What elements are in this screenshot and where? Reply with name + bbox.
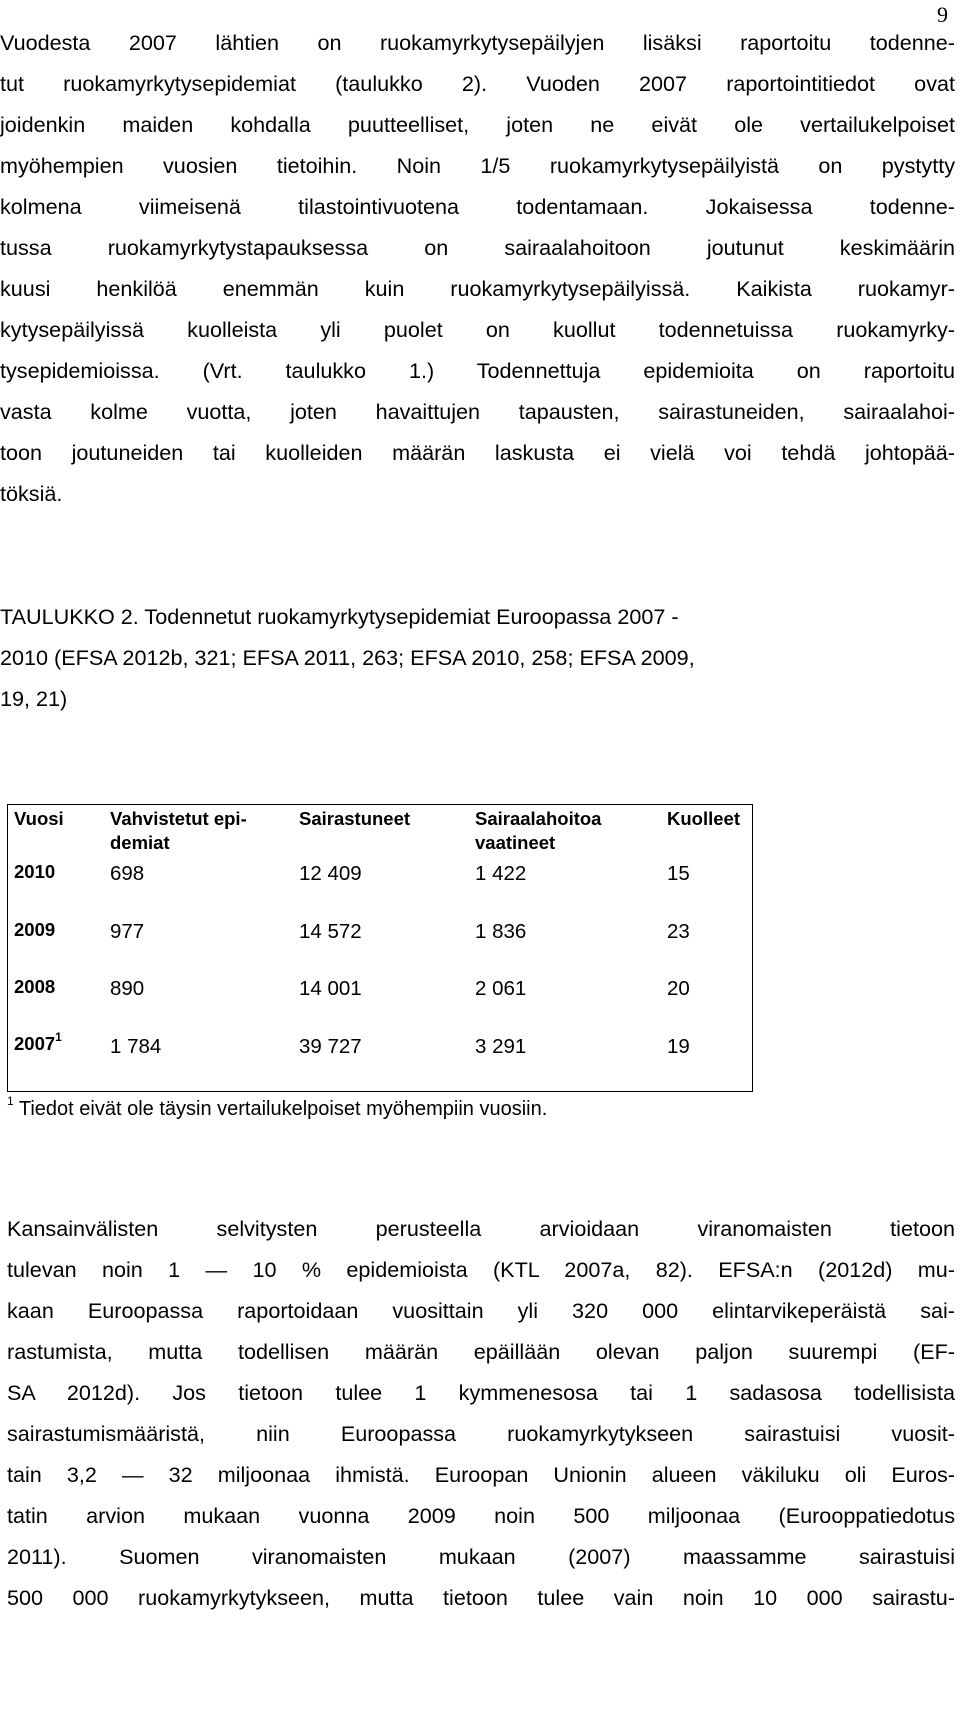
header-hospitalised-line: vaatineet [475,832,556,853]
row-confirmed: 1 784 [110,1035,162,1058]
row-confirmed: 698 [110,862,145,885]
text-line: vasta kolme vuotta, joten havaittujen tapausten, sairastuneiden, sairaalahoi- [0,399,955,424]
text-line: töksiä. [0,481,63,506]
header-hospitalised [475,807,601,855]
text-line: tussa ruokamyrkytystapauksessa on sairaalahoitoon joutunut keskimäärin [0,235,955,260]
row-hospitalised: 2 061 [475,977,527,1000]
row-year-value: 2007 [14,1033,56,1054]
text-line: kytysepäilyissä kuolleista yli puolet on kuollut todennetuissa ruokamyrky- [0,317,955,342]
footnote-text: Tiedot eivät ole täysin vertailukelpoiset myöhempiin vuosiin. [13,1098,548,1120]
header-ill: Sairastuneet [299,808,411,829]
row-year: 2010 [14,861,56,882]
row-confirmed: 890 [110,977,145,1000]
text-line: toon joutuneiden tai kuolleiden määrän laskusta ei vielä voi tehdä johtopää- [0,440,955,465]
text-line: tysepidemioissa. (Vrt. taulukko 1.) Todennettuja epidemioita on raportoitu [0,358,955,383]
row-ill: 39 727 [299,1035,362,1058]
row-year [14,1029,62,1055]
row-dead: 19 [667,1035,690,1058]
table-rule [7,1091,753,1092]
row-dead: 20 [667,977,690,1000]
text-line: kuusi henkilöä enemmän kuin ruokamyrkytysepäilyissä. Kaikista ruokamyr- [0,276,955,301]
text-line: 500 000 ruokamyrkytykseen, mutta tietoon tulee vain noin 10 000 sairastu- [7,1585,955,1610]
footnote-marker: 1 [55,1029,62,1044]
footnote-marker: 1 [7,1094,14,1109]
text-line: kolmena viimeisenä tilastointivuotena todentamaan. Jokaisessa todenne- [0,194,955,219]
row-hospitalised: 1 422 [475,862,527,885]
text-line: joidenkin maiden kohdalla puutteelliset, joten ne eivät ole vertailukelpoiset [0,112,955,137]
caption-line: 2010 (EFSA 2012b, 321; EFSA 2011, 263; EFSA 2010, 258; EFSA 2009, [0,645,695,670]
table-rule [7,804,8,1092]
row-hospitalised: 3 291 [475,1035,527,1058]
text-line: tatin arvion mukaan vuonna 2009 noin 500 miljoonaa (Eurooppatiedotus [7,1503,955,1528]
caption-line: TAULUKKO 2. Todennetut ruokamyrkytysepidemiat Euroopassa 2007 - [0,604,679,629]
text-line: Kansainvälisten selvitysten perusteella arvioidaan viranomaisten tietoon [7,1216,955,1241]
table-rule [752,804,753,1092]
header-confirmed [110,807,247,855]
page-number: 9 [937,2,948,27]
text-line: sairastumismääristä, niin Euroopassa ruokamyrkytykseen sairastuisi vuosit- [7,1421,955,1446]
data-table [7,804,753,1092]
header-confirmed-line: Vahvistetut epi- [110,808,247,829]
header-dead: Kuolleet [667,808,740,829]
row-dead: 23 [667,920,690,943]
text-line: tut ruokamyrkytysepidemiat (taulukko 2). Vuoden 2007 raportointitiedot ovat [0,71,955,96]
table-rule [7,804,753,805]
row-ill: 14 001 [299,977,362,1000]
caption-line: 19, 21) [0,686,68,711]
header-year: Vuosi [14,808,64,829]
header-hospitalised-line: Sairaalahoitoa [475,808,602,829]
row-hospitalised: 1 836 [475,920,527,943]
row-year: 2009 [14,919,56,940]
text-line: rastumista, mutta todellisen määrän epäillään olevan paljon suurempi (EF- [7,1339,955,1364]
table-footnote [7,1094,548,1121]
text-line: tulevan noin 1 — 10 % epidemioista (KTL 2007a, 82). EFSA:n (2012d) mu- [7,1257,955,1282]
text-line: SA 2012d). Jos tietoon tulee 1 kymmenesosa tai 1 sadasosa todellisista [7,1380,955,1405]
text-line: tain 3,2 — 32 miljoonaa ihmistä. Euroopan Unionin alueen väkiluku oli Euros- [7,1462,955,1487]
row-ill: 12 409 [299,862,362,885]
row-ill: 14 572 [299,920,362,943]
row-confirmed: 977 [110,920,145,943]
header-confirmed-line: demiat [110,832,170,853]
text-line: myöhempien vuosien tietoihin. Noin 1/5 ruokamyrkytysepäilyistä on pystytty [0,153,955,178]
text-line: kaan Euroopassa raportoidaan vuosittain yli 320 000 elintarvikeperäistä sai- [7,1298,955,1323]
text-line: Vuodesta 2007 lähtien on ruokamyrkytysepäilyjen lisäksi raportoitu todenne- [0,30,955,55]
text-line: 2011). Suomen viranomaisten mukaan (2007) maassamme sairastuisi [7,1544,955,1569]
row-year: 2008 [14,976,56,997]
row-dead: 15 [667,862,690,885]
